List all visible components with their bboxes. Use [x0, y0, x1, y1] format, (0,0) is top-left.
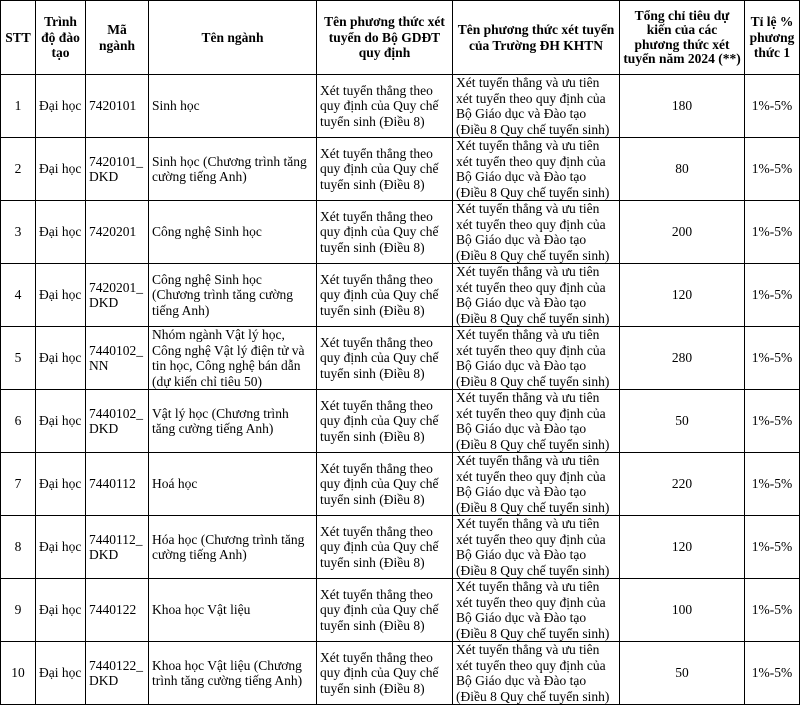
header-major: Tên ngành [149, 1, 317, 75]
cell-level: Đại học [36, 390, 86, 453]
cell-moet-method: Xét tuyển thẳng theo quy định của Quy chế tuyển sinh (Điều 8) [317, 516, 453, 579]
cell-ratio: 1%-5% [745, 138, 800, 201]
table-row [1, 201, 800, 264]
table-row [1, 75, 800, 138]
cell-code: 7440122 [86, 579, 149, 642]
cell-code: 7420101 [86, 75, 149, 138]
table-row [1, 138, 800, 201]
cell-school-method: Xét tuyển thẳng và ưu tiên xét tuyển theo quy định của Bộ Giáo dục và Đào tạo (Điều 8 Quy chế tuyển sinh) [453, 579, 620, 642]
cell-moet-method: Xét tuyển thẳng theo quy định của Quy chế tuyển sinh (Điều 8) [317, 579, 453, 642]
cell-ratio: 1%-5% [745, 453, 800, 516]
header-ratio: Tỉ lệ % phương thức 1 [745, 1, 800, 75]
header-stt: STT [1, 1, 36, 75]
cell-code: 7440122_ DKD [86, 642, 149, 705]
cell-level: Đại học [36, 579, 86, 642]
cell-stt: 5 [1, 327, 36, 390]
cell-stt: 3 [1, 201, 36, 264]
cell-stt: 1 [1, 75, 36, 138]
cell-major: Vật lý học (Chương trình tăng cường tiếng Anh) [149, 390, 317, 453]
table-row [1, 327, 800, 390]
cell-stt: 6 [1, 390, 36, 453]
cell-quota: 50 [620, 642, 745, 705]
cell-level: Đại học [36, 264, 86, 327]
cell-major: Khoa học Vật liệu (Chương trình tăng cường tiếng Anh) [149, 642, 317, 705]
cell-ratio: 1%-5% [745, 579, 800, 642]
cell-quota: 80 [620, 138, 745, 201]
cell-moet-method: Xét tuyển thẳng theo quy định của Quy chế tuyển sinh (Điều 8) [317, 264, 453, 327]
cell-code: 7440102_ DKD [86, 390, 149, 453]
cell-school-method: Xét tuyển thẳng và ưu tiên xét tuyển theo quy định của Bộ Giáo dục và Đào tạo (Điều 8 Quy chế tuyển sinh) [453, 642, 620, 705]
table-row [1, 579, 800, 642]
cell-code: 7420101_ DKD [86, 138, 149, 201]
header-level: Trình độ đào tạo [36, 1, 86, 75]
cell-level: Đại học [36, 201, 86, 264]
cell-moet-method: Xét tuyển thẳng theo quy định của Quy chế tuyển sinh (Điều 8) [317, 327, 453, 390]
table-row [1, 516, 800, 579]
cell-level: Đại học [36, 516, 86, 579]
table-row [1, 642, 800, 705]
cell-major: Sinh học (Chương trình tăng cường tiếng Anh) [149, 138, 317, 201]
cell-major: Khoa học Vật liệu [149, 579, 317, 642]
cell-level: Đại học [36, 75, 86, 138]
cell-level: Đại học [36, 642, 86, 705]
cell-school-method: Xét tuyển thẳng và ưu tiên xét tuyển theo quy định của Bộ Giáo dục và Đào tạo (Điều 8 Quy chế tuyển sinh) [453, 390, 620, 453]
cell-code: 7440112_ DKD [86, 516, 149, 579]
cell-major: Hóa học (Chương trình tăng cường tiếng Anh) [149, 516, 317, 579]
cell-level: Đại học [36, 327, 86, 390]
cell-code: 7440112 [86, 453, 149, 516]
cell-ratio: 1%-5% [745, 516, 800, 579]
cell-ratio: 1%-5% [745, 390, 800, 453]
cell-ratio: 1%-5% [745, 642, 800, 705]
cell-quota: 280 [620, 327, 745, 390]
cell-ratio: 1%-5% [745, 201, 800, 264]
cell-code: 7440102_ NN [86, 327, 149, 390]
cell-moet-method: Xét tuyển thẳng theo quy định của Quy chế tuyển sinh (Điều 8) [317, 138, 453, 201]
cell-ratio: 1%-5% [745, 264, 800, 327]
cell-quota: 200 [620, 201, 745, 264]
cell-ratio: 1%-5% [745, 75, 800, 138]
cell-ratio: 1%-5% [745, 327, 800, 390]
cell-moet-method: Xét tuyển thẳng theo quy định của Quy chế tuyển sinh (Điều 8) [317, 642, 453, 705]
cell-code: 7420201_ DKD [86, 264, 149, 327]
cell-moet-method: Xét tuyển thẳng theo quy định của Quy chế tuyển sinh (Điều 8) [317, 75, 453, 138]
cell-quota: 180 [620, 75, 745, 138]
header-code: Mã ngành [86, 1, 149, 75]
cell-quota: 120 [620, 264, 745, 327]
header-row [1, 1, 800, 75]
cell-moet-method: Xét tuyển thẳng theo quy định của Quy chế tuyển sinh (Điều 8) [317, 453, 453, 516]
cell-code: 7420201 [86, 201, 149, 264]
cell-stt: 4 [1, 264, 36, 327]
cell-school-method: Xét tuyển thẳng và ưu tiên xét tuyển theo quy định của Bộ Giáo dục và Đào tạo (Điều 8 Quy chế tuyển sinh) [453, 75, 620, 138]
cell-moet-method: Xét tuyển thẳng theo quy định của Quy chế tuyển sinh (Điều 8) [317, 390, 453, 453]
cell-school-method: Xét tuyển thẳng và ưu tiên xét tuyển theo quy định của Bộ Giáo dục và Đào tạo (Điều 8 Quy chế tuyển sinh) [453, 138, 620, 201]
cell-school-method: Xét tuyển thẳng và ưu tiên xét tuyển theo quy định của Bộ Giáo dục và Đào tạo (Điều 8 Quy chế tuyển sinh) [453, 264, 620, 327]
cell-major: Hoá học [149, 453, 317, 516]
cell-major: Công nghệ Sinh học (Chương trình tăng cường tiếng Anh) [149, 264, 317, 327]
cell-school-method: Xét tuyển thẳng và ưu tiên xét tuyển theo quy định của Bộ Giáo dục và Đào tạo (Điều 8 Quy chế tuyển sinh) [453, 327, 620, 390]
cell-major: Sinh học [149, 75, 317, 138]
cell-quota: 50 [620, 390, 745, 453]
header-school-method: Tên phương thức xét tuyển của Trường ĐH KHTN [453, 1, 620, 75]
cell-quota: 100 [620, 579, 745, 642]
table-row [1, 453, 800, 516]
cell-stt: 7 [1, 453, 36, 516]
cell-stt: 10 [1, 642, 36, 705]
cell-quota: 220 [620, 453, 745, 516]
cell-stt: 8 [1, 516, 36, 579]
cell-school-method: Xét tuyển thẳng và ưu tiên xét tuyển theo quy định của Bộ Giáo dục và Đào tạo (Điều 8 Quy chế tuyển sinh) [453, 516, 620, 579]
cell-stt: 2 [1, 138, 36, 201]
cell-major: Công nghệ Sinh học [149, 201, 317, 264]
table-row [1, 390, 800, 453]
cell-major: Nhóm ngành Vật lý học, Công nghệ Vật lý điện tử và tin học, Công nghệ bán dẫn (dự kiến chỉ tiêu 50) [149, 327, 317, 390]
cell-moet-method: Xét tuyển thẳng theo quy định của Quy chế tuyển sinh (Điều 8) [317, 201, 453, 264]
table-body [1, 75, 800, 705]
cell-level: Đại học [36, 453, 86, 516]
header-moet-method: Tên phương thức xét tuyển do Bộ GDĐT quy định [317, 1, 453, 75]
cell-school-method: Xét tuyển thẳng và ưu tiên xét tuyển theo quy định của Bộ Giáo dục và Đào tạo (Điều 8 Quy chế tuyển sinh) [453, 201, 620, 264]
cell-quota: 120 [620, 516, 745, 579]
cell-level: Đại học [36, 138, 86, 201]
table-row [1, 264, 800, 327]
cell-school-method: Xét tuyển thẳng và ưu tiên xét tuyển theo quy định của Bộ Giáo dục và Đào tạo (Điều 8 Quy chế tuyển sinh) [453, 453, 620, 516]
header-quota: Tổng chỉ tiêu dự kiến của các phương thức xét tuyển năm 2024 (**) [620, 1, 745, 75]
cell-stt: 9 [1, 579, 36, 642]
